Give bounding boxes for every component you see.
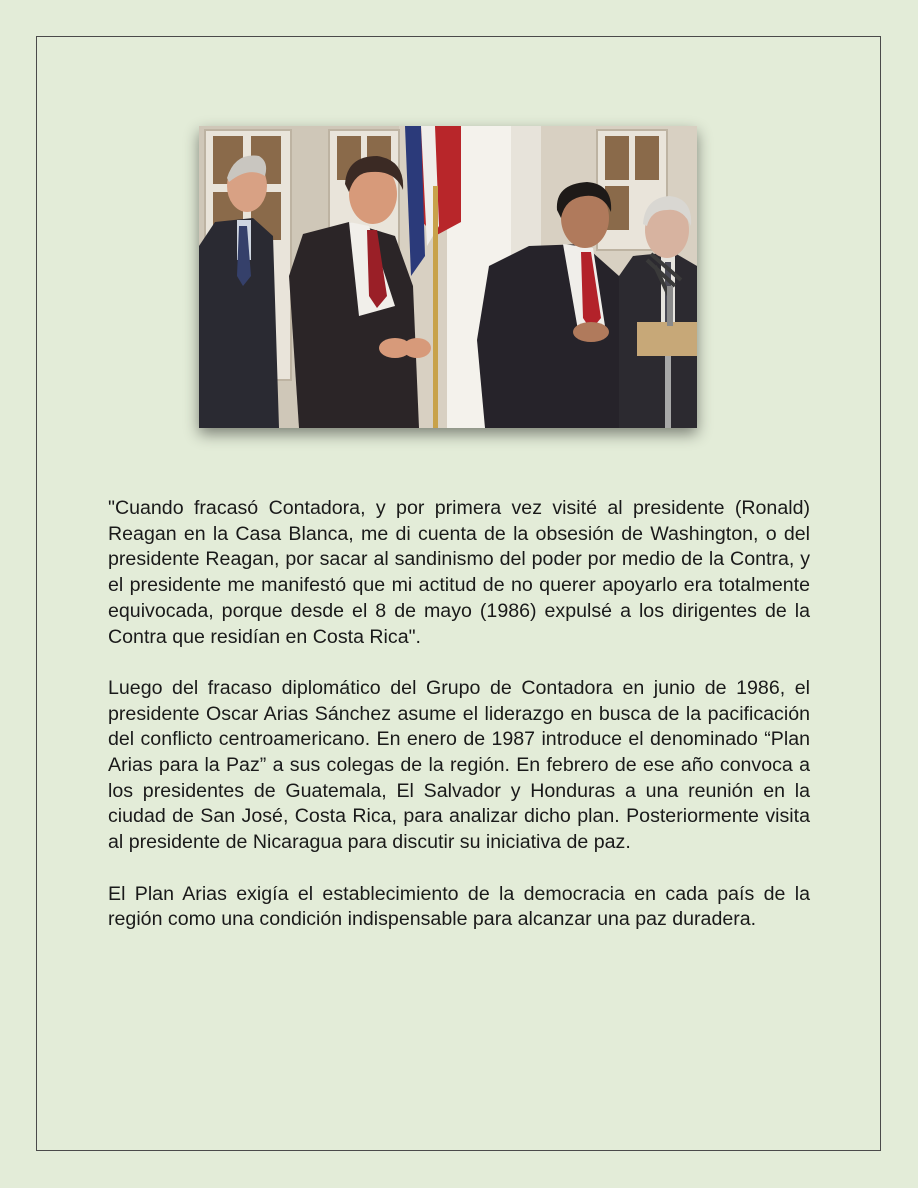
article-body <box>108 496 810 933</box>
paragraph-plan-arias-democracy: El Plan Arias exigía el establecimiento de la democracia en cada país de la región como una condición indispensable para alcanzar una paz duradera. <box>108 882 810 931</box>
photo-presidents-white-house <box>199 126 697 428</box>
paragraph-plan-arias-background: Luego del fracaso diplomático del Grupo de Contadora en junio de 1986, el presidente Oscar Arias Sánchez asume el liderazgo en busca de la pacificación del conflicto centroamericano. En enero de 1987 introduce el denominado “Plan Arias para la Paz” a sus colegas de la región. En febrero de ese año convoca a los presidentes de Guatemala, El Salvador y Honduras a una reunión en la ciudad de San José, Costa Rica, para analizar dicho plan. Posteriormente visita al presidente de Nicaragua para discutir su iniciativa de paz. <box>108 676 810 854</box>
paragraph-quote-arias: "Cuando fracasó Contadora, y por primera vez visité al presidente (Ronald) Reagan en la Casa Blanca, me di cuenta de la obsesión de Washington, o del presidente Reagan, por sacar al sandinismo del poder por medio de la Contra, y el presidente me manifestó que mi actitud de no querer apoyarlo era totalmente equivocada, porque desde el 8 de mayo (1986) expulsé a los dirigentes de la Contra que residían en Costa Rica". <box>108 497 810 648</box>
